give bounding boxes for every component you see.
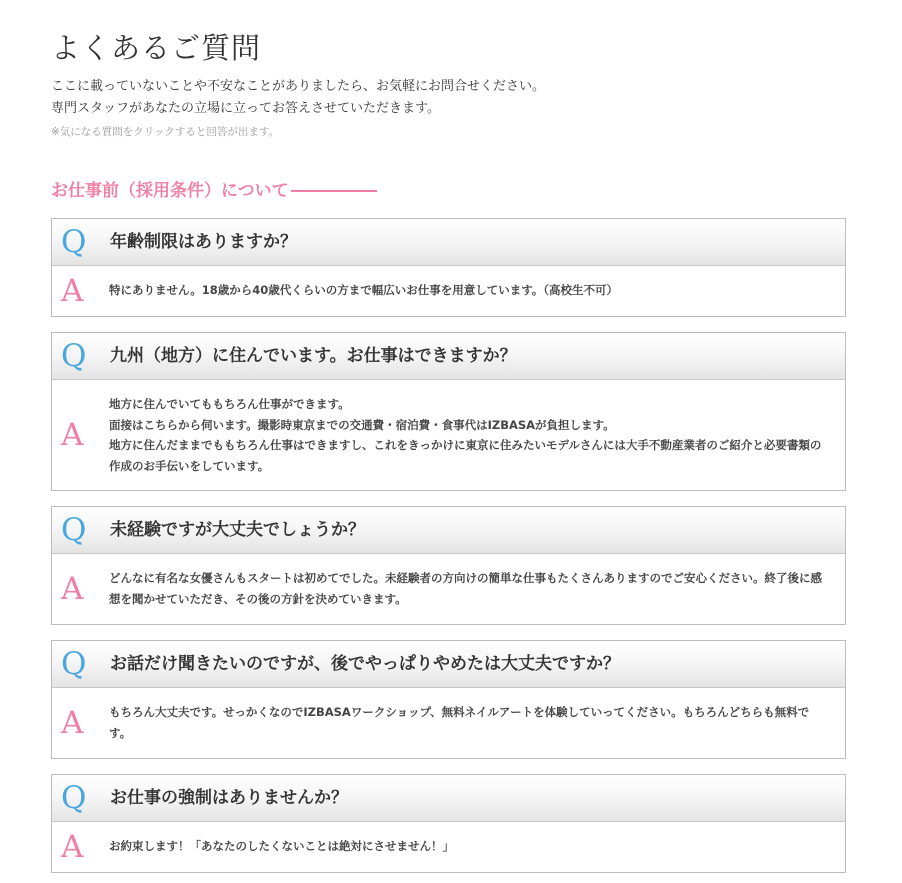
faq-answer <box>52 380 845 490</box>
answer-a-icon: A <box>61 273 84 309</box>
section-heading <box>51 178 377 204</box>
intro-line: ここに載っていないことや不安なことがありましたら、お気軽にお問合せください。 <box>51 79 546 94</box>
faq-answer-line: お約束します！「あなたのしたくないことは絶対にさせません！」 <box>109 839 454 853</box>
faq-answer-line: もちろん大丈夫です。せっかくなのでIZBASAワークショップ、無料ネイルアートを体験していってください。もちろんどちらも無料です。 <box>109 705 810 740</box>
faq-answer <box>52 688 845 758</box>
faq-answer-line: 特にありません。18歳から40歳代くらいの方まで幅広いお仕事を用意しています。（高校生不可） <box>109 283 619 297</box>
faq-answer-line: どんなに有名な女優さんもスタートは初めてでした。未経験者の方向けの簡単な仕事もたくさんありますのでご安心ください。終了後に感想を聞かせていただき、その後の方針を決めていきます。 <box>109 571 822 606</box>
faq-item <box>51 218 846 317</box>
faq-question-toggle[interactable] <box>52 333 845 380</box>
page-title: よくあるご質問 <box>51 31 262 65</box>
question-q-icon: Q <box>61 338 87 374</box>
faq-answer <box>52 822 845 872</box>
faq-answer-text <box>109 280 831 301</box>
faq-question-text: お話だけ聞きたいのですが、後でやっぱりやめたは大丈夫ですか？ <box>110 654 620 674</box>
intro-line: 専門スタッフがあなたの立場に立ってお答えさせていただきます。 <box>51 101 440 116</box>
faq-item <box>51 506 846 625</box>
faq-answer <box>52 554 845 624</box>
question-q-icon: Q <box>61 780 87 816</box>
faq-question-text: 未経験ですが大丈夫でしょうか？ <box>110 520 365 540</box>
faq-item <box>51 774 846 873</box>
answer-a-icon: A <box>61 417 84 453</box>
faq-answer-line: 地方に住んでいてももちろん仕事ができます。 <box>109 397 350 411</box>
faq-question-text: お仕事の強制はありませんか？ <box>110 788 348 808</box>
answer-a-icon: A <box>61 705 84 741</box>
faq-question-toggle[interactable] <box>52 219 845 266</box>
click-hint-note: ※気になる質問をクリックすると回答が出ます。 <box>51 126 280 138</box>
faq-answer-text <box>109 836 831 857</box>
faq-question-toggle[interactable] <box>52 775 845 822</box>
faq-answer-text <box>109 568 831 609</box>
answer-a-icon: A <box>61 571 84 607</box>
section-heading-label: お仕事前（採用条件）について <box>51 181 289 201</box>
faq-answer <box>52 266 845 316</box>
faq-answer-text <box>109 394 831 476</box>
intro-text <box>51 76 545 120</box>
question-q-icon: Q <box>61 512 87 548</box>
faq-answer-text <box>109 702 831 743</box>
faq-question-toggle[interactable] <box>52 507 845 554</box>
faq-item <box>51 332 846 491</box>
answer-a-icon: A <box>61 829 84 865</box>
faq-question-text: 年齢制限はありますか？ <box>110 232 297 252</box>
question-q-icon: Q <box>61 224 87 260</box>
faq-question-toggle[interactable] <box>52 641 845 688</box>
faq-question-text: 九州（地方）に住んでいます。お仕事はできますか？ <box>110 346 517 366</box>
faq-answer-line: 面接はこちらから伺います。撮影時東京までの交通費・宿泊費・食事代はIZBASAが負担します。 <box>109 417 615 432</box>
faq-item <box>51 640 846 759</box>
question-q-icon: Q <box>61 646 87 682</box>
section-heading-rule <box>291 190 377 192</box>
faq-answer-line: 地方に住んだままでももちろん仕事はできますし、これをきっかけに東京に住みたいモデルさんには大手不動産業者のご紹介と必要書類の作成のお手伝いをしています。 <box>109 438 822 473</box>
